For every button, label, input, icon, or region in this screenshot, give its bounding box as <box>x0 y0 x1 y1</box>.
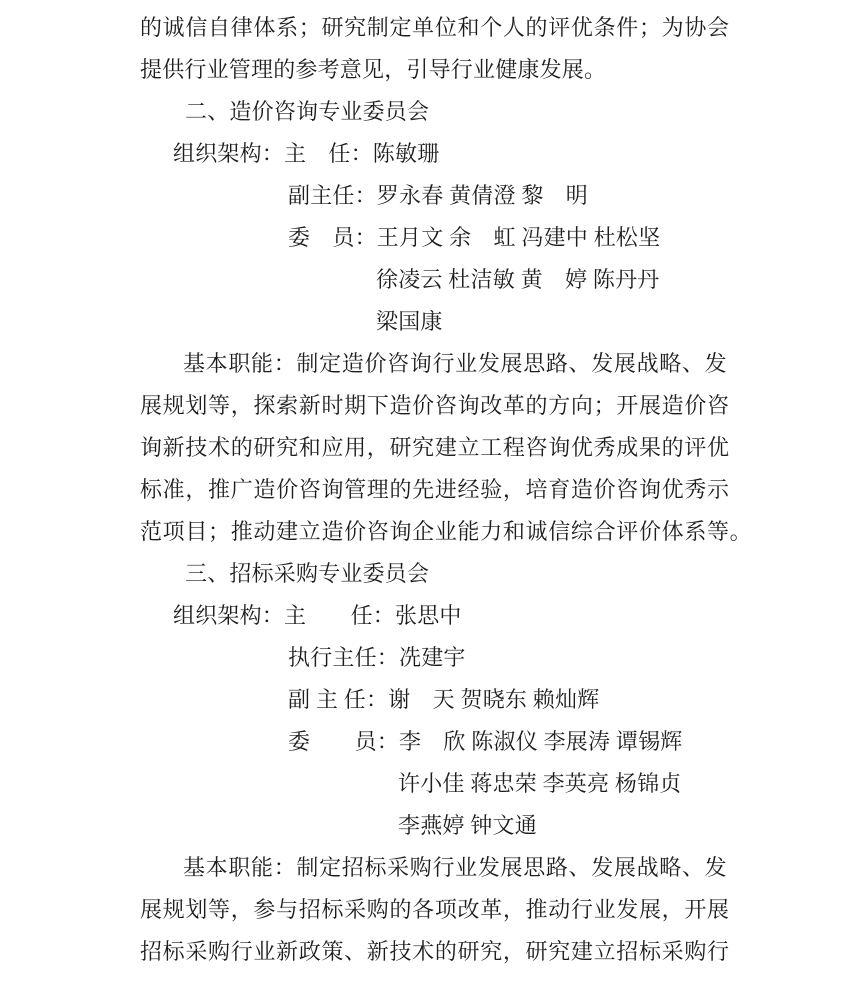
body-text: 标准，推广造价咨询管理的先进经验，培育造价咨询优秀示 <box>140 477 730 502</box>
body-text: 招标采购行业新政策、新技术的研究，研究建立招标采购行 <box>140 939 730 964</box>
names-row: 梁国康 <box>376 309 443 334</box>
org-structure-row: 委 员：李 欣 陈淑仪 李展涛 谭锡辉 <box>288 729 683 754</box>
section-heading: 三、招标采购专业委员会 <box>185 561 430 586</box>
body-text: 提供行业管理的参考意见，引导行业健康发展。 <box>140 57 607 82</box>
body-text: 询新技术的研究和应用，研究建立工程咨询优秀成果的评优 <box>140 435 730 460</box>
section-heading: 二、造价咨询专业委员会 <box>185 99 430 124</box>
body-text: 展规划等，参与招标采购的各项改革，推动行业发展，开展 <box>140 897 730 922</box>
org-structure-row: 委 员：王月文 余 虹 冯建中 杜松坚 <box>288 225 661 250</box>
org-structure-row: 组织架构：主 任：陈敏珊 <box>173 141 440 166</box>
org-structure-row: 组织架构：主 任：张思中 <box>173 603 462 628</box>
body-text: 基本职能：制定造价咨询行业发展思路、发展战略、发 <box>183 351 728 376</box>
names-row: 徐凌云 杜洁敏 黄 婷 陈丹丹 <box>376 267 660 292</box>
body-text: 基本职能：制定招标采购行业发展思路、发展战略、发 <box>183 855 728 880</box>
names-row: 许小佳 蒋忠荣 李英亮 杨锦贞 <box>398 771 682 796</box>
names-row: 李燕婷 钟文通 <box>398 813 537 838</box>
org-structure-row: 执行主任：冼建宇 <box>288 645 466 670</box>
body-text: 展规划等，探索新时期下造价咨询改革的方向；开展造价咨 <box>140 393 730 418</box>
body-text: 范项目；推动建立造价咨询企业能力和诚信综合评价体系等。 <box>140 519 753 544</box>
org-structure-row: 副 主 任：谢 天 贺晓东 赖灿辉 <box>288 687 600 712</box>
body-text: 的诚信自律体系；研究制定单位和个人的评优条件；为协会 <box>140 15 730 40</box>
org-structure-row: 副主任：罗永春 黄倩澄 黎 明 <box>288 183 589 208</box>
